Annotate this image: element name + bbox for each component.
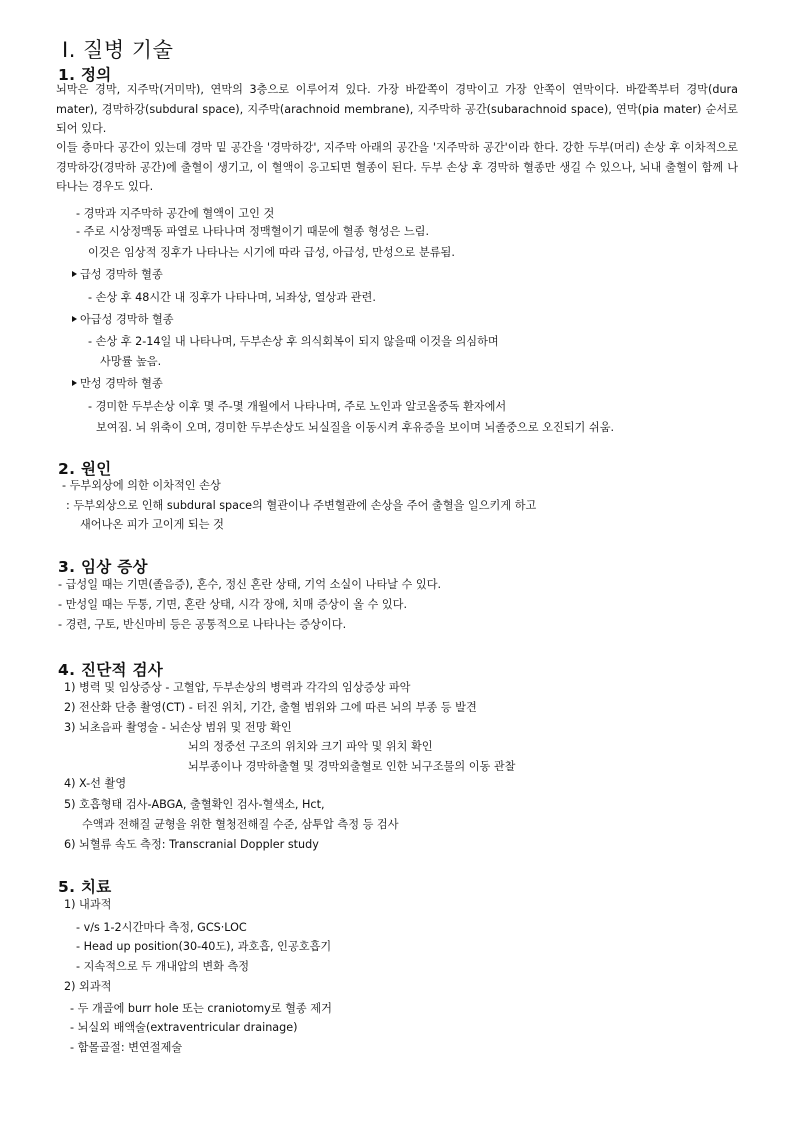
definition-line: - 경막과 지주막하 공간에 혈액이 고인 것: [76, 207, 275, 220]
definition-line: 사망률 높음.: [100, 355, 162, 368]
cause-line: 새어나온 피가 고이게 되는 것: [80, 518, 224, 531]
diagnostic-line: 뇌부종이나 경막하출혈 및 경막외출혈로 인한 뇌구조물의 이동 관찰: [188, 760, 516, 773]
diagnostic-line: 뇌의 정중선 구조의 위치와 크기 파악 및 위치 확인: [188, 740, 433, 753]
definition-line: 이것은 임상적 징후가 나타나는 시기에 따라 급성, 아급성, 만성으로 분류됨.: [88, 246, 455, 259]
diagnostic-line: 5) 호흡형태 검사-ABGA, 출혈확인 검사-혈색소, Hct,: [64, 798, 325, 811]
subtype-label: 아급성 경막하 혈종: [80, 313, 174, 326]
definition-line: - 손상 후 2-14일 내 나타나며, 두부손상 후 의식회복이 되지 않을때 이것을 의심하며: [88, 335, 499, 348]
section-heading-cause: 2. 원인: [58, 460, 112, 478]
cause-line: : 두부외상으로 인해 subdural space의 혈관이나 주변혈관에 손상을 주어 출혈을 일으키게 하고: [66, 499, 537, 512]
treatment-line: 1) 내과적: [64, 898, 112, 911]
treatment-line: - 함몰골절: 변연절제술: [70, 1041, 183, 1054]
subtype-subacute: [72, 310, 174, 329]
cause-line: - 두부외상에 의한 이차적인 손상: [62, 479, 221, 492]
bullet-triangle-icon: [72, 380, 77, 386]
section-heading-diagnostics: 4. 진단적 검사: [58, 661, 164, 679]
diagnostic-line: 수액과 전해질 균형을 위한 혈청전해질 수준, 삼투압 측정 등 검사: [82, 818, 399, 831]
diagnostic-line: 4) X-선 촬영: [64, 777, 127, 790]
section-heading-treatment: 5. 치료: [58, 878, 112, 896]
definition-line: - 경미한 두부손상 이후 몇 주-몇 개월에서 나타나며, 주로 노인과 알코올중독 환자에서: [88, 400, 507, 413]
symptom-line: - 만성일 때는 두통, 기면, 혼란 상태, 시각 장애, 치매 증상이 올 수 있다.: [58, 598, 408, 611]
treatment-line: - Head up position(30-40도), 과호흡, 인공호흡기: [76, 940, 332, 953]
section-heading-definition: 1. 정의: [58, 66, 112, 84]
diagnostic-line: 2) 전산화 단층 촬영(CT) - 터진 위치, 기간, 출혈 범위와 그에 따른 뇌의 부종 등 발견: [64, 701, 477, 714]
subtype-label: 만성 경막하 혈종: [80, 377, 163, 390]
subtype-acute: [72, 265, 163, 284]
definition-line: 보여짐. 뇌 위축이 오며, 경미한 두부손상도 뇌실질을 이동시켜 후유증을 보이며 뇌졸중으로 오진되기 쉬움.: [96, 421, 615, 434]
treatment-line: - 두 개골에 burr hole 또는 craniotomy로 혈종 제거: [70, 1002, 332, 1015]
bullet-triangle-icon: [72, 316, 77, 322]
diagnostic-line: 6) 뇌혈류 속도 측정: Transcranial Doppler study: [64, 838, 319, 851]
definition-paragraph-2: 이들 층마다 공간이 있는데 경막 밑 공간을 '경막하강', 지주막 아래의 공간을 '지주막하 공간'이라 한다. 강한 두부(머리) 손상 후 이차적으로 경막하강(경막하 공간)에 출혈이 생기고, 이 혈액이 응고되면 혈종이 된다. 두부 손상 후 경막하 혈종만 생길 수 있으나, 뇌내 출혈이 함께 나타나는 경우도 있다.: [56, 141, 738, 193]
symptom-line: - 급성일 때는 기면(졸음증), 혼수, 정신 혼란 상태, 기억 소실이 나타날 수 있다.: [58, 578, 442, 591]
subtype-chronic: [72, 374, 163, 393]
document-title: Ⅰ. 질병 기술: [62, 38, 174, 62]
treatment-line: 2) 외과적: [64, 980, 112, 993]
treatment-line: - 지속적으로 두 개내압의 변화 측정: [76, 960, 250, 973]
definition-line: - 손상 후 48시간 내 징후가 나타나며, 뇌좌상, 열상과 관련.: [88, 291, 376, 304]
definition-paragraph-1: 뇌막은 경막, 지주막(거미막), 연막의 3층으로 이루어져 있다. 가장 바깥쪽이 경막이고 가장 안쪽이 연막이다. 바깥쪽부터 경막(dura mater), 경막하강(subdural space), 지주막(arachnoid membrane), 지주막하 공간(subarachnoid space), 연막(pia mater) 순서로 되어 있다.: [56, 83, 738, 135]
treatment-line: - v/s 1-2시간마다 측정, GCS·LOC: [76, 921, 247, 934]
bullet-triangle-icon: [72, 271, 77, 277]
subtype-label: 급성 경막하 혈종: [80, 268, 163, 281]
diagnostic-line: 1) 병력 및 임상증상 - 고혈압, 두부손상의 병력과 각각의 임상증상 파악: [64, 681, 411, 694]
symptom-line: - 경련, 구토, 반신마비 등은 공통적으로 나타나는 증상이다.: [58, 618, 347, 631]
definition-line: - 주로 시상정맥동 파열로 나타나며 정맥혈이기 때문에 혈종 형성은 느림.: [76, 225, 430, 238]
treatment-line: - 뇌실외 배액술(extraventricular drainage): [70, 1021, 298, 1034]
section-heading-symptoms: 3. 임상 증상: [58, 558, 148, 576]
diagnostic-line: 3) 뇌초음파 촬영술 - 뇌손상 범위 및 전망 확인: [64, 721, 292, 734]
